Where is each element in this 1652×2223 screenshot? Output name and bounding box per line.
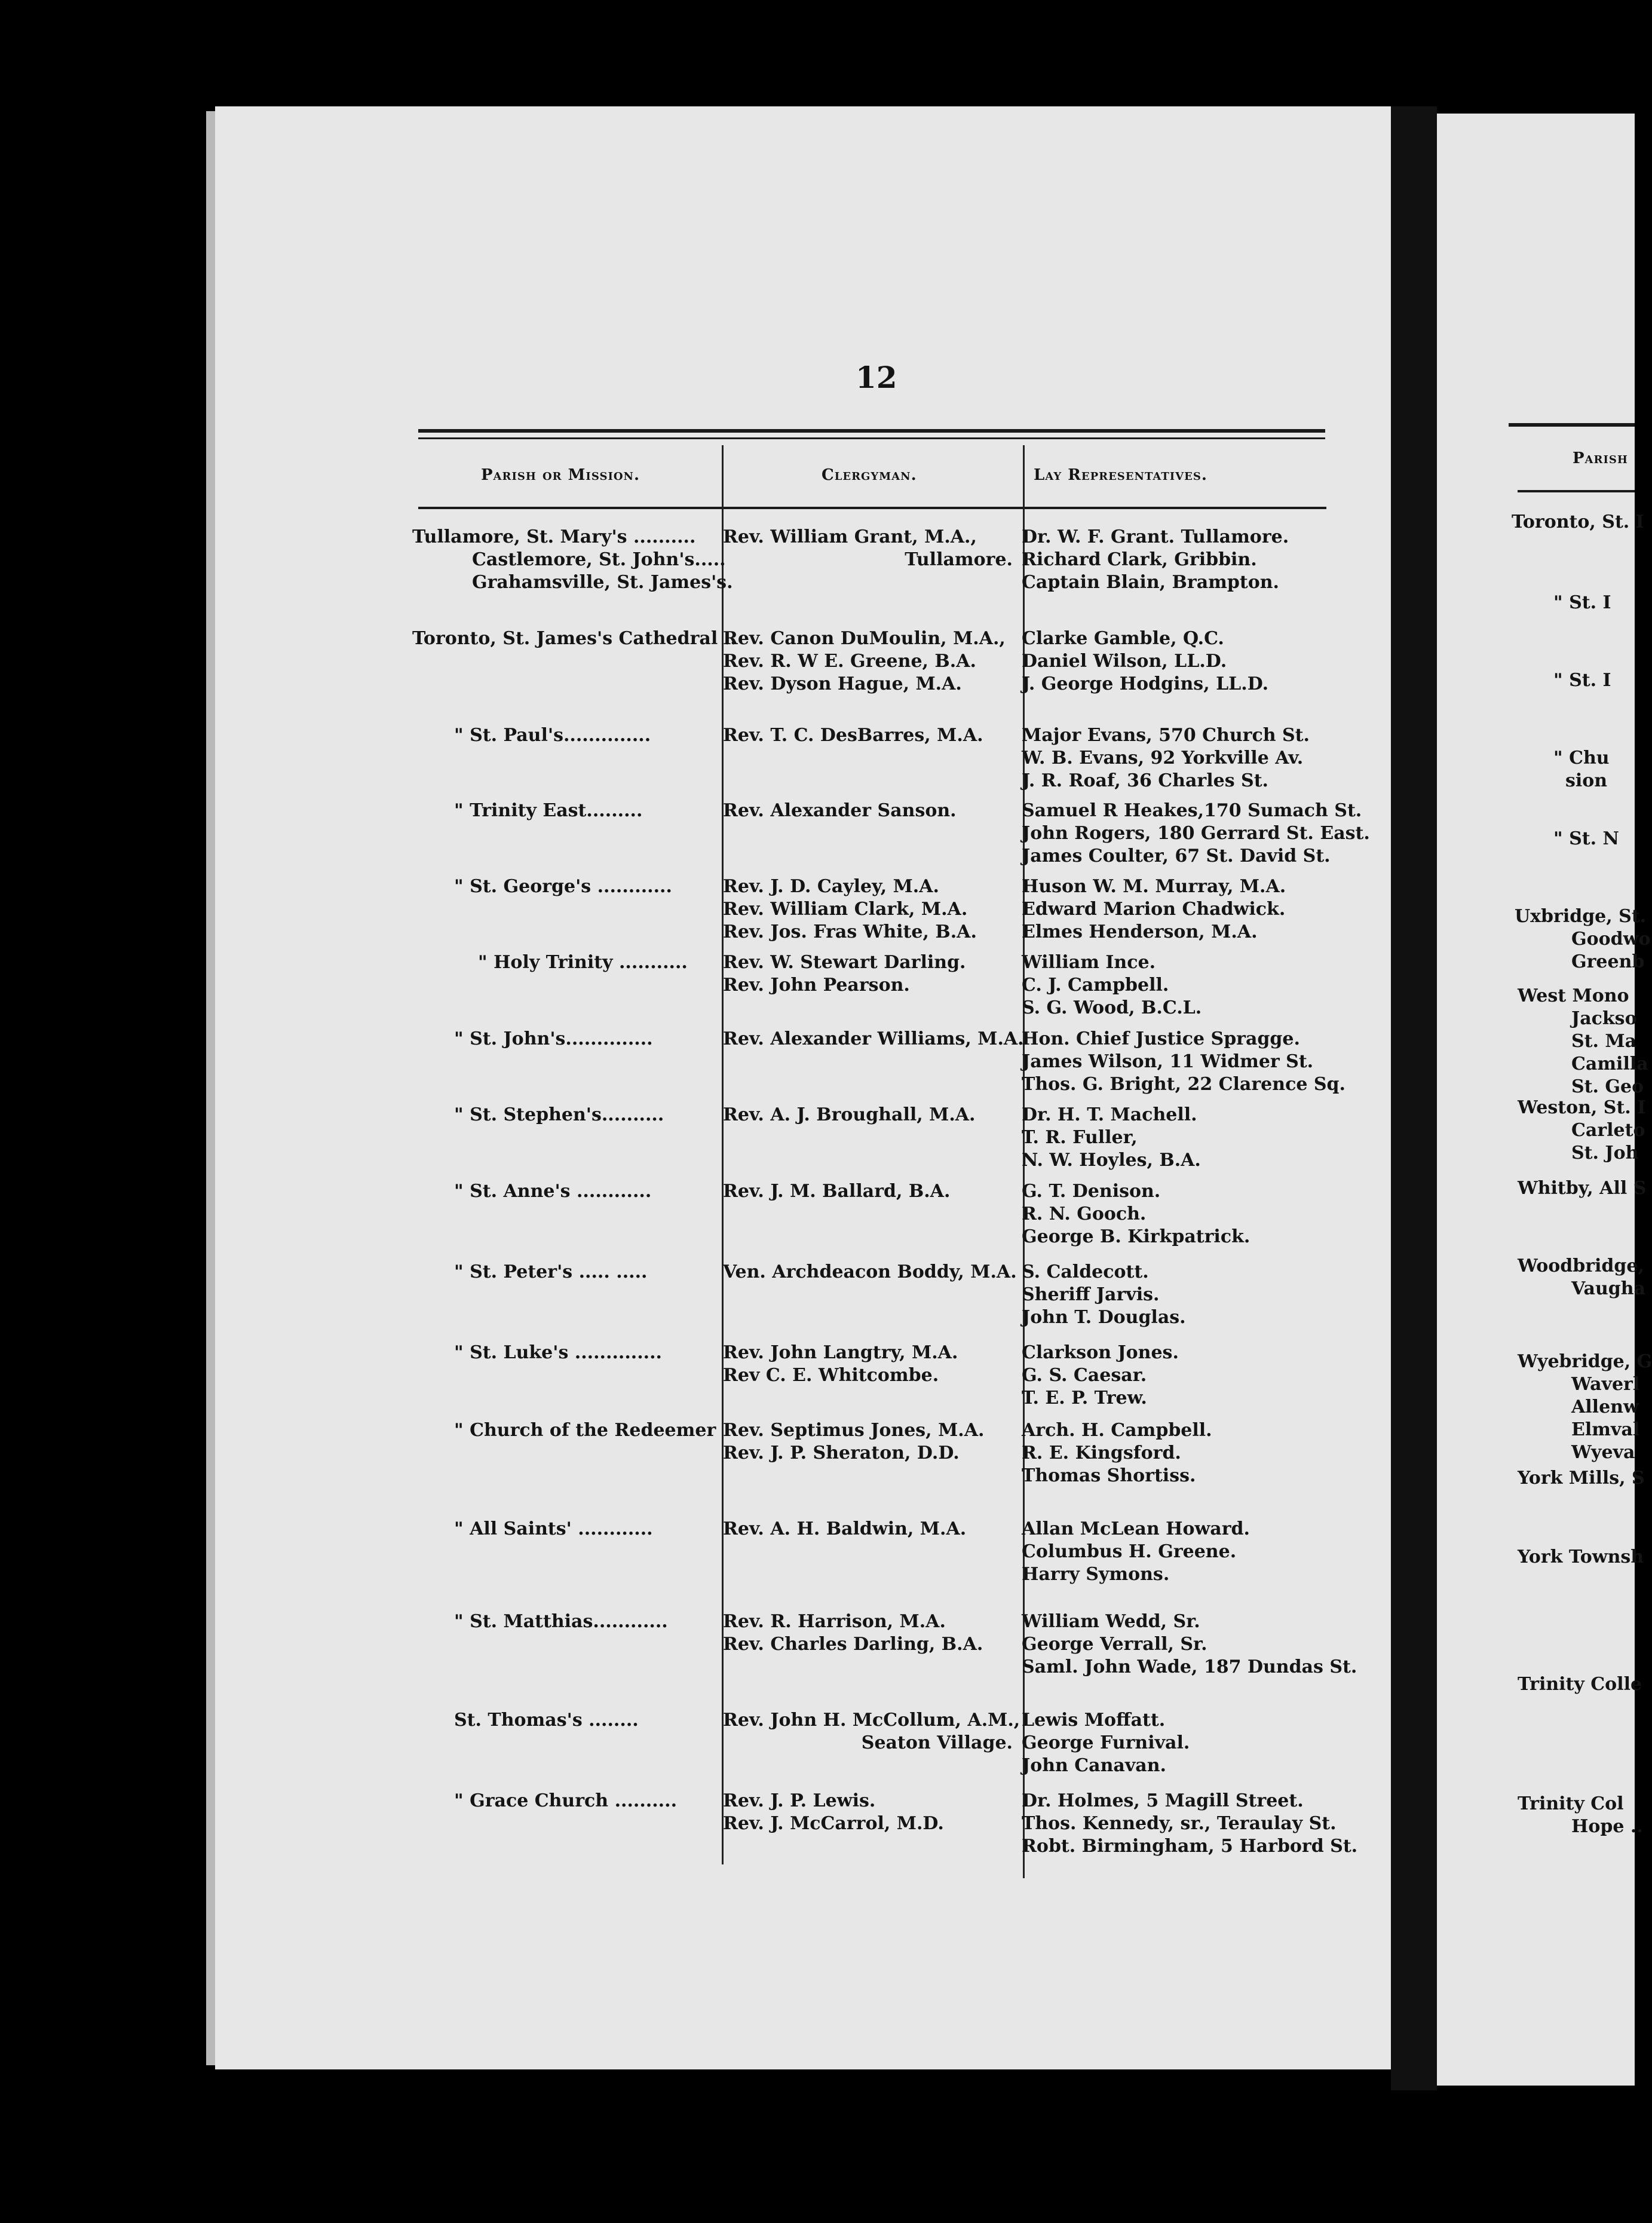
lay-representative: Lewis Moffatt. — [1022, 1710, 1166, 1731]
gutter-shadow — [1391, 106, 1437, 2090]
lay-representative: James Coulter, 67 St. David St. — [1022, 846, 1331, 866]
parish-line: " Church of the Redeemer — [454, 1420, 716, 1441]
clergyman-cell — [723, 724, 983, 747]
lay-representative: Dr. W. F. Grant. Tullamore. — [1022, 526, 1289, 547]
parish-cell — [454, 1261, 647, 1284]
right-page-rule-2 — [1518, 490, 1635, 492]
right-page-line: Toronto, St. I — [1512, 512, 1644, 532]
right-page-line: Goodwo — [1571, 929, 1651, 950]
lay-representatives-cell — [1022, 1709, 1190, 1777]
lay-representative: Thos. Kennedy, sr., Teraulay St. — [1022, 1813, 1337, 1834]
clergyman-line: Rev. J. M. Ballard, B.A. — [723, 1181, 951, 1202]
parish-line: St. Thomas's ........ — [454, 1710, 639, 1731]
parish-cell — [454, 1180, 651, 1203]
clergyman-line: Rev. R. W E. Greene, B.A. — [723, 651, 976, 672]
right-page-line: St. Joh — [1571, 1143, 1639, 1163]
lay-representatives-cell — [1022, 1342, 1179, 1410]
clergyman-cell — [723, 1104, 976, 1126]
lay-representative: W. B. Evans, 92 Yorkville Av. — [1022, 748, 1304, 768]
clergyman-line: Rev. William Clark, M.A. — [723, 899, 968, 920]
clergyman-cell — [723, 1180, 950, 1203]
header-clergyman: Clergyman. — [822, 466, 917, 484]
lay-representative: George Furnival. — [1022, 1732, 1190, 1753]
lay-representative: Dr. Holmes, 5 Magill Street. — [1022, 1790, 1304, 1811]
lay-representative: Allan McLean Howard. — [1022, 1518, 1250, 1539]
clergyman-cell — [723, 1028, 1024, 1051]
lay-representative: Edward Marion Chadwick. — [1022, 899, 1286, 920]
right-page-line: Woodbridge, — [1518, 1256, 1644, 1276]
header-lay-representatives: Lay Representatives. — [1034, 466, 1207, 484]
parish-line: " St. Peter's ..... ..... — [454, 1261, 648, 1282]
parish-cell — [454, 724, 651, 747]
lay-representative: C. J. Campbell. — [1022, 975, 1169, 996]
right-page-line: Waverl — [1571, 1374, 1640, 1395]
right-page-line: Trinity Col — [1518, 1793, 1624, 1814]
lay-representative: T. E. P. Trew. — [1022, 1388, 1147, 1408]
clergyman-cell — [723, 1790, 944, 1835]
parish-line: " St. Luke's .............. — [454, 1342, 663, 1363]
right-page-header: Parish — [1573, 449, 1628, 467]
parish-cell — [454, 1790, 677, 1812]
parish-cell — [454, 1419, 716, 1442]
parish-line: Grahamsville, St. James's. — [472, 572, 733, 593]
lay-representative: Captain Blain, Brampton. — [1022, 572, 1279, 593]
lay-representative: G. T. Denison. — [1022, 1181, 1161, 1202]
clergyman-cell — [723, 1709, 1020, 1754]
parish-cell — [454, 800, 642, 822]
right-page-line: St. Geo — [1571, 1076, 1644, 1097]
page-number: 12 — [856, 360, 897, 395]
parish-cell — [454, 1709, 639, 1732]
right-page-line: Jackso — [1571, 1008, 1637, 1029]
right-page-line: Greenb — [1571, 951, 1645, 972]
clergyman-line: Rev. Alexander Sanson. — [723, 800, 957, 821]
lay-representative: John T. Douglas. — [1022, 1307, 1186, 1328]
lay-representative: Thomas Shortiss. — [1022, 1465, 1196, 1486]
lay-representative: William Ince. — [1022, 952, 1156, 973]
right-page-line: " St. I — [1553, 592, 1611, 613]
lay-representatives-cell — [1022, 951, 1202, 1019]
lay-representatives-cell — [1022, 1419, 1212, 1487]
lay-representative: Hon. Chief Justice Spragge. — [1022, 1028, 1300, 1049]
clergyman-line: Ven. Archdeacon Boddy, M.A. — [723, 1261, 1017, 1282]
right-page-line: Elmval — [1571, 1419, 1640, 1440]
clergyman-line: Rev. John Pearson. — [723, 975, 910, 996]
parish-cell — [412, 627, 737, 650]
lay-representative: N. W. Hoyles, B.A. — [1022, 1150, 1201, 1171]
right-page-line: Whitby, All S — [1518, 1178, 1647, 1199]
right-page-line: Uxbridge, St. — [1515, 906, 1647, 927]
parish-line: Castlemore, St. John's..... — [472, 549, 726, 570]
lay-representative: R. E. Kingsford. — [1022, 1443, 1181, 1463]
parish-cell — [412, 526, 733, 594]
parish-line: " Holy Trinity ........... — [478, 952, 688, 973]
lay-representative: George B. Kirkpatrick. — [1022, 1226, 1251, 1247]
clergyman-line: Rev. Charles Darling, B.A. — [723, 1634, 983, 1655]
lay-representative: Clarke Gamble, Q.C. — [1022, 628, 1224, 649]
right-page-line: Hope .. — [1571, 1816, 1643, 1837]
lay-representative: William Wedd, Sr. — [1022, 1611, 1200, 1632]
right-page-line: " Chu — [1553, 748, 1610, 768]
parish-cell — [454, 1518, 653, 1541]
lay-representative: Columbus H. Greene. — [1022, 1541, 1237, 1562]
lay-representative: Major Evans, 570 Church St. — [1022, 725, 1310, 746]
lay-representatives-cell — [1022, 1180, 1250, 1248]
parish-line: " Grace Church .......... — [454, 1790, 678, 1811]
clergyman-location: Seaton Village. — [861, 1732, 1013, 1753]
lay-representative: Thos. G. Bright, 22 Clarence Sq. — [1022, 1074, 1345, 1095]
right-page-line: Trinity Colle — [1518, 1674, 1642, 1695]
lay-representatives-cell — [1022, 526, 1289, 594]
lay-representative: John Canavan. — [1022, 1755, 1166, 1776]
right-page-line: " St. I — [1553, 670, 1611, 691]
clergyman-line: Rev. R. Harrison, M.A. — [723, 1611, 946, 1632]
parish-line: " Trinity East......... — [454, 800, 643, 821]
lay-representatives-cell — [1022, 1261, 1186, 1329]
lay-representative: Richard Clark, Gribbin. — [1022, 549, 1257, 570]
clergyman-cell — [723, 627, 1006, 696]
clergyman-line: Rev. J. P. Sheraton, D.D. — [723, 1443, 960, 1463]
lay-representative: J. George Hodgins, LL.D. — [1022, 673, 1269, 694]
clergyman-line: Rev. John H. McCollum, A.M., — [723, 1710, 1020, 1731]
lay-representatives-cell — [1022, 627, 1268, 696]
lay-representatives-cell — [1022, 1104, 1201, 1172]
clergyman-line: Rev. J. McCarrol, M.D. — [723, 1813, 944, 1834]
lay-representative: Daniel Wilson, LL.D. — [1022, 651, 1227, 672]
lay-representative: S. Caldecott. — [1022, 1261, 1149, 1282]
lay-representatives-cell — [1022, 875, 1286, 944]
header-rule-top — [418, 429, 1325, 433]
lay-representatives-cell — [1022, 1028, 1345, 1096]
lay-representative: Huson W. M. Murray, M.A. — [1022, 876, 1286, 897]
clergyman-line: Rev. Septimus Jones, M.A. — [723, 1420, 985, 1441]
clergyman-line: Rev. John Langtry, M.A. — [723, 1342, 958, 1363]
parish-cell — [454, 1028, 653, 1051]
clergyman-line: Rev. William Grant, M.A., — [723, 526, 977, 547]
lay-representatives-cell — [1022, 800, 1370, 868]
clergyman-cell — [723, 1518, 966, 1541]
parish-line: " St. Matthias............ — [454, 1611, 668, 1632]
right-page-line: sion — [1565, 770, 1608, 791]
lay-representatives-cell — [1022, 1518, 1250, 1586]
clergyman-line: Rev. W. Stewart Darling. — [723, 952, 966, 973]
clergyman-line: Rev. A. J. Broughall, M.A. — [723, 1104, 976, 1125]
clergyman-cell — [723, 800, 957, 822]
clergyman-line: Rev. T. C. DesBarres, M.A. — [723, 725, 983, 746]
clergyman-line: Rev. A. H. Baldwin, M.A. — [723, 1518, 967, 1539]
lay-representative: J. R. Roaf, 36 Charles St. — [1022, 770, 1268, 791]
lay-representative: Robt. Birmingham, 5 Harbord St. — [1022, 1836, 1358, 1857]
parish-cell — [454, 875, 672, 898]
lay-representative: John Rogers, 180 Gerrard St. East. — [1022, 823, 1370, 844]
right-page-line: York Mills, S — [1518, 1468, 1645, 1489]
right-page-line: Vaugha — [1571, 1278, 1645, 1299]
header-parish: Parish or Mission. — [481, 466, 640, 484]
right-page-line: York Townsh — [1518, 1547, 1644, 1567]
clergyman-line: Rev. J. P. Lewis. — [723, 1790, 876, 1811]
clergyman-cell — [723, 526, 1013, 571]
right-page-line: St. Ma — [1571, 1031, 1637, 1052]
parish-line: " St. Stephen's.......... — [454, 1104, 664, 1125]
right-page-rule — [1509, 423, 1635, 427]
right-page-line: " St. N — [1553, 828, 1619, 849]
header-rule-bottom — [418, 507, 1326, 509]
lay-representative: S. G. Wood, B.C.L. — [1022, 997, 1202, 1018]
clergyman-cell — [723, 1610, 983, 1656]
clergyman-line: Rev. J. D. Cayley, M.A. — [723, 876, 939, 897]
clergyman-line: Rev. Alexander Williams, M.A. — [723, 1028, 1024, 1049]
clergyman-cell — [723, 1342, 958, 1387]
clergyman-cell — [723, 1261, 1017, 1284]
right-page-line: Carleto — [1571, 1120, 1645, 1141]
clergyman-location: Tullamore. — [905, 549, 1013, 570]
lay-representative: Harry Symons. — [1022, 1564, 1170, 1585]
lay-representative: Samuel R Heakes,170 Sumach St. — [1022, 800, 1362, 821]
lay-representative: Dr. H. T. Machell. — [1022, 1104, 1197, 1125]
clergyman-cell — [723, 1419, 984, 1465]
clergyman-cell — [723, 875, 977, 944]
lay-representative: Sheriff Jarvis. — [1022, 1284, 1160, 1305]
lay-representative: Arch. H. Campbell. — [1022, 1420, 1212, 1441]
clergyman-cell — [723, 951, 966, 997]
right-page-line: West Mono — [1518, 985, 1629, 1006]
parish-cell — [478, 951, 688, 974]
parish-line: " St. George's ............ — [454, 876, 672, 897]
parish-line: " All Saints' ............ — [454, 1518, 653, 1539]
clergyman-line: Rev. Canon DuMoulin, M.A., — [723, 628, 1006, 649]
parish-cell — [454, 1104, 664, 1126]
parish-line: " St. John's.............. — [454, 1028, 653, 1049]
lay-representative: Elmes Henderson, M.A. — [1022, 921, 1258, 942]
lay-representative: G. S. Caesar. — [1022, 1365, 1147, 1386]
right-page-line: Camilla — [1571, 1054, 1648, 1074]
parish-line: Tullamore, St. Mary's .......... — [412, 526, 696, 547]
parish-line: " St. Anne's ............ — [454, 1181, 652, 1202]
parish-line: Toronto, St. James's Cathedral .. — [412, 628, 737, 649]
right-page-line: Wyebridge, G — [1518, 1351, 1652, 1372]
lay-representative: Clarkson Jones. — [1022, 1342, 1179, 1363]
lay-representatives-cell — [1022, 1790, 1357, 1858]
right-page-line: Weston, St. I — [1518, 1097, 1646, 1118]
lay-representative: R. N. Gooch. — [1022, 1204, 1147, 1224]
clergyman-line: Rev. Dyson Hague, M.A. — [723, 673, 962, 694]
right-page-line: Wyeva — [1571, 1442, 1635, 1463]
lay-representative: James Wilson, 11 Widmer St. — [1022, 1051, 1314, 1072]
header-rule-top-thin — [418, 437, 1325, 439]
parish-cell — [454, 1610, 668, 1633]
lay-representative: George Verrall, Sr. — [1022, 1634, 1207, 1655]
lay-representative: Saml. John Wade, 187 Dundas St. — [1022, 1656, 1357, 1677]
right-page-line: Allenw — [1571, 1397, 1639, 1417]
lay-representative: T. R. Fuller, — [1022, 1127, 1138, 1148]
parish-cell — [454, 1342, 662, 1364]
parish-line: " St. Paul's.............. — [454, 725, 651, 746]
clergyman-line: Rev C. E. Whitcombe. — [723, 1365, 939, 1386]
lay-representatives-cell — [1022, 724, 1310, 792]
lay-representatives-cell — [1022, 1610, 1357, 1679]
clergyman-line: Rev. Jos. Fras White, B.A. — [723, 921, 977, 942]
